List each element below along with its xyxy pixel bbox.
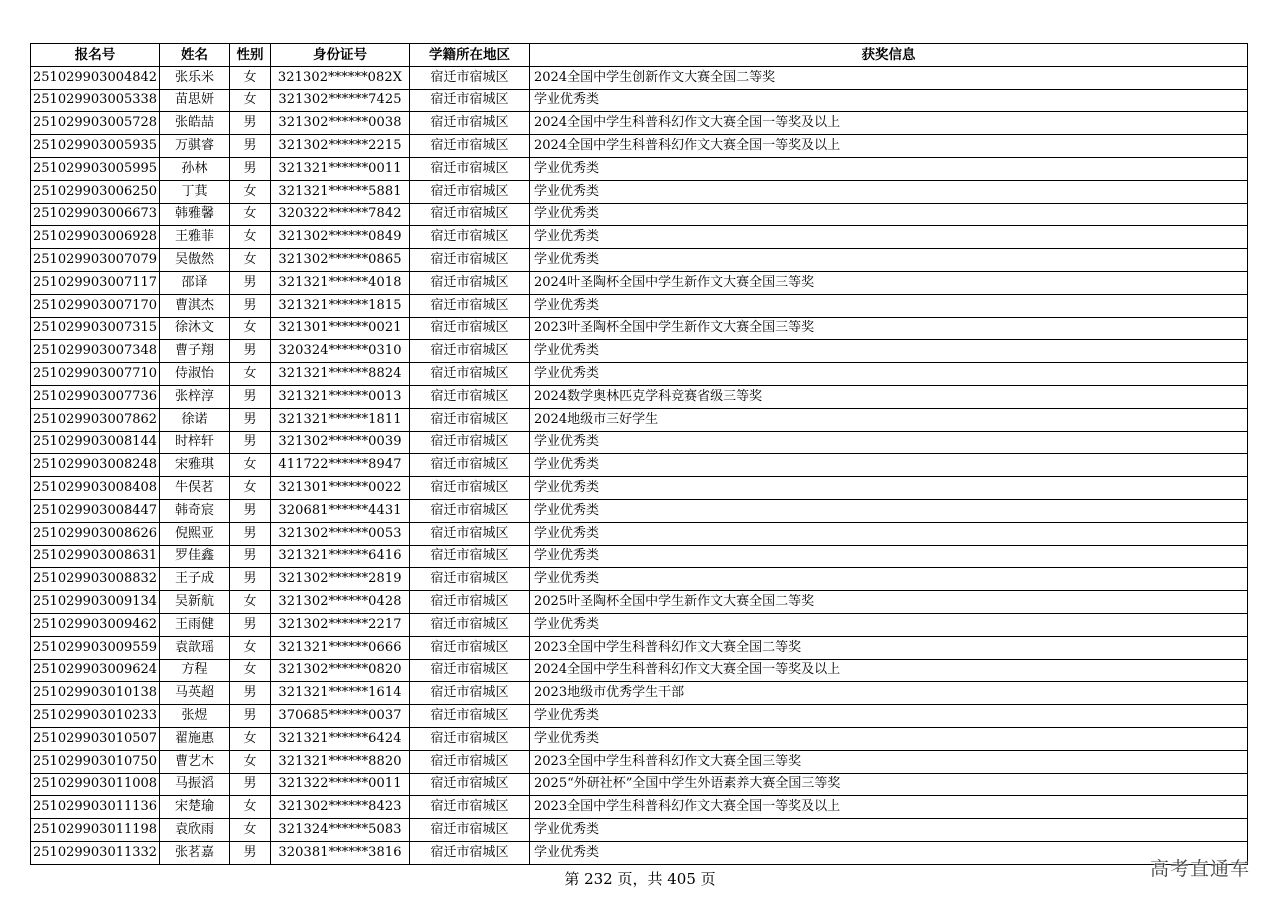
cell-name: 张皓喆 bbox=[160, 112, 230, 135]
cell-registration-no: 251029903007736 bbox=[31, 385, 160, 408]
cell-award: 学业优秀类 bbox=[530, 203, 1248, 226]
cell-gender: 女 bbox=[230, 477, 271, 500]
cell-name: 孙林 bbox=[160, 157, 230, 180]
cell-gender: 男 bbox=[230, 499, 271, 522]
table-row bbox=[31, 727, 1248, 750]
cell-gender: 男 bbox=[230, 271, 271, 294]
table-row bbox=[31, 477, 1248, 500]
cell-gender: 女 bbox=[230, 89, 271, 112]
table-row bbox=[31, 385, 1248, 408]
cell-id-number: 321321******1815 bbox=[271, 294, 410, 317]
cell-award: 2023全国中学生科普科幻作文大赛全国三等奖 bbox=[530, 750, 1248, 773]
cell-region: 宿迁市宿城区 bbox=[410, 294, 530, 317]
cell-region: 宿迁市宿城区 bbox=[410, 340, 530, 363]
cell-region: 宿迁市宿城区 bbox=[410, 591, 530, 614]
cell-name: 袁欣雨 bbox=[160, 819, 230, 842]
cell-name: 曹艺木 bbox=[160, 750, 230, 773]
cell-gender: 男 bbox=[230, 841, 271, 864]
cell-award: 学业优秀类 bbox=[530, 294, 1248, 317]
table-row bbox=[31, 545, 1248, 568]
cell-id-number: 321302******0865 bbox=[271, 249, 410, 272]
cell-registration-no: 251029903006250 bbox=[31, 180, 160, 203]
cell-id-number: 321321******8820 bbox=[271, 750, 410, 773]
cell-gender: 女 bbox=[230, 636, 271, 659]
cell-registration-no: 251029903011136 bbox=[31, 796, 160, 819]
cell-award: 学业优秀类 bbox=[530, 545, 1248, 568]
cell-registration-no: 251029903009624 bbox=[31, 659, 160, 682]
cell-award: 2023地级市优秀学生干部 bbox=[530, 682, 1248, 705]
cell-gender: 女 bbox=[230, 750, 271, 773]
cell-gender: 女 bbox=[230, 591, 271, 614]
cell-name: 时梓轩 bbox=[160, 431, 230, 454]
cell-gender: 女 bbox=[230, 796, 271, 819]
cell-name: 张梓淳 bbox=[160, 385, 230, 408]
cell-region: 宿迁市宿城区 bbox=[410, 385, 530, 408]
table-row bbox=[31, 408, 1248, 431]
table-row bbox=[31, 454, 1248, 477]
cell-name: 侍淑怡 bbox=[160, 363, 230, 386]
cell-award: 学业优秀类 bbox=[530, 819, 1248, 842]
cell-registration-no: 251029903007079 bbox=[31, 249, 160, 272]
cell-id-number: 321302******0428 bbox=[271, 591, 410, 614]
table-row bbox=[31, 249, 1248, 272]
cell-award: 学业优秀类 bbox=[530, 613, 1248, 636]
cell-name: 徐沐文 bbox=[160, 317, 230, 340]
cell-region: 宿迁市宿城区 bbox=[410, 819, 530, 842]
table-row bbox=[31, 294, 1248, 317]
cell-region: 宿迁市宿城区 bbox=[410, 408, 530, 431]
table-body bbox=[31, 66, 1248, 864]
cell-registration-no: 251029903005338 bbox=[31, 89, 160, 112]
cell-gender: 女 bbox=[230, 180, 271, 203]
cell-award: 2023全国中学生科普科幻作文大赛全国一等奖及以上 bbox=[530, 796, 1248, 819]
cell-gender: 男 bbox=[230, 431, 271, 454]
cell-name: 徐诺 bbox=[160, 408, 230, 431]
cell-gender: 男 bbox=[230, 340, 271, 363]
cell-award: 学业优秀类 bbox=[530, 841, 1248, 864]
cell-id-number: 321302******0820 bbox=[271, 659, 410, 682]
table-row bbox=[31, 180, 1248, 203]
cell-registration-no: 251029903006928 bbox=[31, 226, 160, 249]
cell-region: 宿迁市宿城区 bbox=[410, 180, 530, 203]
cell-region: 宿迁市宿城区 bbox=[410, 568, 530, 591]
cell-gender: 女 bbox=[230, 363, 271, 386]
cell-award: 学业优秀类 bbox=[530, 522, 1248, 545]
cell-id-number: 321321******8824 bbox=[271, 363, 410, 386]
table-row bbox=[31, 796, 1248, 819]
cell-name: 袁歆瑶 bbox=[160, 636, 230, 659]
cell-id-number: 411722******8947 bbox=[271, 454, 410, 477]
cell-registration-no: 251029903007117 bbox=[31, 271, 160, 294]
cell-id-number: 321321******0666 bbox=[271, 636, 410, 659]
cell-name: 吴新航 bbox=[160, 591, 230, 614]
cell-id-number: 321321******0013 bbox=[271, 385, 410, 408]
cell-registration-no: 251029903010507 bbox=[31, 727, 160, 750]
cell-name: 万骐睿 bbox=[160, 135, 230, 158]
cell-name: 吴傲然 bbox=[160, 249, 230, 272]
cell-name: 马振滔 bbox=[160, 773, 230, 796]
cell-gender: 女 bbox=[230, 454, 271, 477]
cell-id-number: 321321******0011 bbox=[271, 157, 410, 180]
table-row bbox=[31, 636, 1248, 659]
cell-award: 2024全国中学生科普科幻作文大赛全国一等奖及以上 bbox=[530, 659, 1248, 682]
table-row bbox=[31, 659, 1248, 682]
cell-registration-no: 251029903007862 bbox=[31, 408, 160, 431]
cell-region: 宿迁市宿城区 bbox=[410, 431, 530, 454]
cell-region: 宿迁市宿城区 bbox=[410, 203, 530, 226]
cell-award: 2023全国中学生科普科幻作文大赛全国二等奖 bbox=[530, 636, 1248, 659]
cell-region: 宿迁市宿城区 bbox=[410, 112, 530, 135]
cell-registration-no: 251029903008408 bbox=[31, 477, 160, 500]
cell-award: 学业优秀类 bbox=[530, 249, 1248, 272]
cell-gender: 男 bbox=[230, 545, 271, 568]
cell-region: 宿迁市宿城区 bbox=[410, 545, 530, 568]
cell-award: 学业优秀类 bbox=[530, 157, 1248, 180]
cell-id-number: 320681******4431 bbox=[271, 499, 410, 522]
cell-registration-no: 251029903009134 bbox=[31, 591, 160, 614]
header-award: 获奖信息 bbox=[530, 44, 1248, 67]
cell-region: 宿迁市宿城区 bbox=[410, 750, 530, 773]
table-row bbox=[31, 682, 1248, 705]
cell-award: 2024全国中学生科普科幻作文大赛全国一等奖及以上 bbox=[530, 112, 1248, 135]
cell-id-number: 321301******0021 bbox=[271, 317, 410, 340]
cell-region: 宿迁市宿城区 bbox=[410, 89, 530, 112]
cell-gender: 女 bbox=[230, 66, 271, 89]
cell-name: 王雨健 bbox=[160, 613, 230, 636]
cell-gender: 女 bbox=[230, 203, 271, 226]
cell-id-number: 321302******2819 bbox=[271, 568, 410, 591]
cell-registration-no: 251029903009462 bbox=[31, 613, 160, 636]
cell-gender: 女 bbox=[230, 249, 271, 272]
cell-name: 曹子翔 bbox=[160, 340, 230, 363]
cell-award: 学业优秀类 bbox=[530, 363, 1248, 386]
cell-award: 学业优秀类 bbox=[530, 477, 1248, 500]
cell-gender: 女 bbox=[230, 317, 271, 340]
cell-id-number: 321302******2215 bbox=[271, 135, 410, 158]
cell-gender: 男 bbox=[230, 135, 271, 158]
cell-region: 宿迁市宿城区 bbox=[410, 249, 530, 272]
page-footer: 第 232 页，共 405 页 bbox=[564, 870, 716, 888]
cell-gender: 男 bbox=[230, 385, 271, 408]
cell-region: 宿迁市宿城区 bbox=[410, 613, 530, 636]
cell-registration-no: 251029903010750 bbox=[31, 750, 160, 773]
cell-registration-no: 251029903010233 bbox=[31, 705, 160, 728]
cell-registration-no: 251029903008248 bbox=[31, 454, 160, 477]
cell-region: 宿迁市宿城区 bbox=[410, 773, 530, 796]
cell-award: 学业优秀类 bbox=[530, 431, 1248, 454]
cell-gender: 男 bbox=[230, 613, 271, 636]
cell-gender: 男 bbox=[230, 773, 271, 796]
cell-name: 王雅菲 bbox=[160, 226, 230, 249]
cell-registration-no: 251029903005728 bbox=[31, 112, 160, 135]
cell-award: 学业优秀类 bbox=[530, 568, 1248, 591]
cell-registration-no: 251029903011198 bbox=[31, 819, 160, 842]
header-gender: 性别 bbox=[230, 44, 271, 67]
cell-name: 马英超 bbox=[160, 682, 230, 705]
cell-name: 苗思妍 bbox=[160, 89, 230, 112]
cell-id-number: 321321******6416 bbox=[271, 545, 410, 568]
cell-registration-no: 251029903004842 bbox=[31, 66, 160, 89]
cell-region: 宿迁市宿城区 bbox=[410, 659, 530, 682]
cell-gender: 男 bbox=[230, 408, 271, 431]
cell-registration-no: 251029903007710 bbox=[31, 363, 160, 386]
cell-id-number: 321321******5881 bbox=[271, 180, 410, 203]
cell-region: 宿迁市宿城区 bbox=[410, 363, 530, 386]
cell-id-number: 320322******7842 bbox=[271, 203, 410, 226]
cell-registration-no: 251029903010138 bbox=[31, 682, 160, 705]
table-row bbox=[31, 66, 1248, 89]
cell-name: 张煜 bbox=[160, 705, 230, 728]
cell-id-number: 321302******2217 bbox=[271, 613, 410, 636]
header-registration-no: 报名号 bbox=[31, 44, 160, 67]
cell-registration-no: 251029903009559 bbox=[31, 636, 160, 659]
cell-gender: 男 bbox=[230, 705, 271, 728]
cell-award: 2024地级市三好学生 bbox=[530, 408, 1248, 431]
table-row bbox=[31, 203, 1248, 226]
cell-name: 韩奇宸 bbox=[160, 499, 230, 522]
cell-id-number: 321302******0038 bbox=[271, 112, 410, 135]
cell-region: 宿迁市宿城区 bbox=[410, 317, 530, 340]
cell-name: 张茗嘉 bbox=[160, 841, 230, 864]
cell-registration-no: 251029903007315 bbox=[31, 317, 160, 340]
cell-region: 宿迁市宿城区 bbox=[410, 522, 530, 545]
cell-award: 学业优秀类 bbox=[530, 89, 1248, 112]
cell-award: 学业优秀类 bbox=[530, 727, 1248, 750]
cell-id-number: 321324******5083 bbox=[271, 819, 410, 842]
cell-award: 学业优秀类 bbox=[530, 705, 1248, 728]
cell-award: 学业优秀类 bbox=[530, 340, 1248, 363]
cell-registration-no: 251029903007348 bbox=[31, 340, 160, 363]
cell-name: 宋楚瑜 bbox=[160, 796, 230, 819]
cell-name: 牛俣茗 bbox=[160, 477, 230, 500]
cell-gender: 男 bbox=[230, 522, 271, 545]
table-row bbox=[31, 591, 1248, 614]
cell-name: 张乐米 bbox=[160, 66, 230, 89]
cell-gender: 男 bbox=[230, 294, 271, 317]
cell-region: 宿迁市宿城区 bbox=[410, 796, 530, 819]
results-table bbox=[30, 43, 1248, 865]
cell-region: 宿迁市宿城区 bbox=[410, 636, 530, 659]
table-row bbox=[31, 135, 1248, 158]
cell-name: 罗佳鑫 bbox=[160, 545, 230, 568]
cell-id-number: 321302******082X bbox=[271, 66, 410, 89]
cell-award: 2023叶圣陶杯全国中学生新作文大赛全国三等奖 bbox=[530, 317, 1248, 340]
header-name: 姓名 bbox=[160, 44, 230, 67]
table-row bbox=[31, 522, 1248, 545]
cell-region: 宿迁市宿城区 bbox=[410, 705, 530, 728]
cell-award: 2024全国中学生创新作文大赛全国二等奖 bbox=[530, 66, 1248, 89]
cell-region: 宿迁市宿城区 bbox=[410, 682, 530, 705]
cell-name: 倪熙亚 bbox=[160, 522, 230, 545]
cell-region: 宿迁市宿城区 bbox=[410, 271, 530, 294]
table-row bbox=[31, 363, 1248, 386]
cell-id-number: 321321******4018 bbox=[271, 271, 410, 294]
cell-award: 学业优秀类 bbox=[530, 454, 1248, 477]
cell-id-number: 321302******0849 bbox=[271, 226, 410, 249]
cell-id-number: 321302******0039 bbox=[271, 431, 410, 454]
table-row bbox=[31, 613, 1248, 636]
table-row bbox=[31, 819, 1248, 842]
table-row bbox=[31, 750, 1248, 773]
cell-gender: 女 bbox=[230, 659, 271, 682]
cell-gender: 女 bbox=[230, 727, 271, 750]
cell-award: 2024全国中学生科普科幻作文大赛全国一等奖及以上 bbox=[530, 135, 1248, 158]
cell-name: 曹淇杰 bbox=[160, 294, 230, 317]
cell-name: 宋雅琪 bbox=[160, 454, 230, 477]
cell-id-number: 321301******0022 bbox=[271, 477, 410, 500]
cell-id-number: 320381******3816 bbox=[271, 841, 410, 864]
cell-region: 宿迁市宿城区 bbox=[410, 157, 530, 180]
cell-registration-no: 251029903006673 bbox=[31, 203, 160, 226]
table-row bbox=[31, 157, 1248, 180]
cell-award: 学业优秀类 bbox=[530, 226, 1248, 249]
cell-registration-no: 251029903005935 bbox=[31, 135, 160, 158]
cell-name: 丁萁 bbox=[160, 180, 230, 203]
cell-region: 宿迁市宿城区 bbox=[410, 454, 530, 477]
cell-registration-no: 251029903005995 bbox=[31, 157, 160, 180]
cell-name: 翟施惠 bbox=[160, 727, 230, 750]
table-row bbox=[31, 226, 1248, 249]
cell-id-number: 321302******8423 bbox=[271, 796, 410, 819]
cell-registration-no: 251029903008144 bbox=[31, 431, 160, 454]
watermark: 高考直通车 bbox=[1149, 858, 1250, 880]
cell-registration-no: 251029903007170 bbox=[31, 294, 160, 317]
table-row bbox=[31, 271, 1248, 294]
cell-award: 2025叶圣陶杯全国中学生新作文大赛全国二等奖 bbox=[530, 591, 1248, 614]
cell-gender: 男 bbox=[230, 682, 271, 705]
cell-registration-no: 251029903011332 bbox=[31, 841, 160, 864]
cell-award: 2024数学奥林匹克学科竞赛省级三等奖 bbox=[530, 385, 1248, 408]
cell-name: 方程 bbox=[160, 659, 230, 682]
cell-id-number: 321321******1614 bbox=[271, 682, 410, 705]
cell-id-number: 320324******0310 bbox=[271, 340, 410, 363]
cell-id-number: 321322******0011 bbox=[271, 773, 410, 796]
cell-id-number: 321302******0053 bbox=[271, 522, 410, 545]
cell-region: 宿迁市宿城区 bbox=[410, 135, 530, 158]
cell-registration-no: 251029903008832 bbox=[31, 568, 160, 591]
cell-award: 2024叶圣陶杯全国中学生新作文大赛全国三等奖 bbox=[530, 271, 1248, 294]
cell-name: 邵译 bbox=[160, 271, 230, 294]
table-row bbox=[31, 112, 1248, 135]
cell-registration-no: 251029903008626 bbox=[31, 522, 160, 545]
table-row bbox=[31, 705, 1248, 728]
table-row bbox=[31, 89, 1248, 112]
cell-award: 学业优秀类 bbox=[530, 499, 1248, 522]
cell-gender: 女 bbox=[230, 226, 271, 249]
cell-region: 宿迁市宿城区 bbox=[410, 66, 530, 89]
table-row bbox=[31, 431, 1248, 454]
cell-award: 2025“外研社杯”全国中学生外语素养大赛全国三等奖 bbox=[530, 773, 1248, 796]
cell-region: 宿迁市宿城区 bbox=[410, 477, 530, 500]
table-row bbox=[31, 317, 1248, 340]
cell-id-number: 370685******0037 bbox=[271, 705, 410, 728]
table-row bbox=[31, 499, 1248, 522]
cell-registration-no: 251029903008447 bbox=[31, 499, 160, 522]
cell-id-number: 321302******7425 bbox=[271, 89, 410, 112]
cell-region: 宿迁市宿城区 bbox=[410, 226, 530, 249]
header-region: 学籍所在地区 bbox=[410, 44, 530, 67]
cell-name: 王子成 bbox=[160, 568, 230, 591]
cell-id-number: 321321******1811 bbox=[271, 408, 410, 431]
header-id-number: 身份证号 bbox=[271, 44, 410, 67]
table-row bbox=[31, 841, 1248, 864]
table-row bbox=[31, 773, 1248, 796]
cell-region: 宿迁市宿城区 bbox=[410, 499, 530, 522]
cell-registration-no: 251029903011008 bbox=[31, 773, 160, 796]
cell-gender: 男 bbox=[230, 112, 271, 135]
cell-id-number: 321321******6424 bbox=[271, 727, 410, 750]
cell-gender: 男 bbox=[230, 568, 271, 591]
cell-gender: 男 bbox=[230, 157, 271, 180]
table-row bbox=[31, 340, 1248, 363]
cell-region: 宿迁市宿城区 bbox=[410, 841, 530, 864]
cell-name: 韩雅馨 bbox=[160, 203, 230, 226]
cell-registration-no: 251029903008631 bbox=[31, 545, 160, 568]
cell-region: 宿迁市宿城区 bbox=[410, 727, 530, 750]
table-row bbox=[31, 568, 1248, 591]
table-header-row bbox=[31, 44, 1248, 67]
cell-gender: 女 bbox=[230, 819, 271, 842]
cell-award: 学业优秀类 bbox=[530, 180, 1248, 203]
